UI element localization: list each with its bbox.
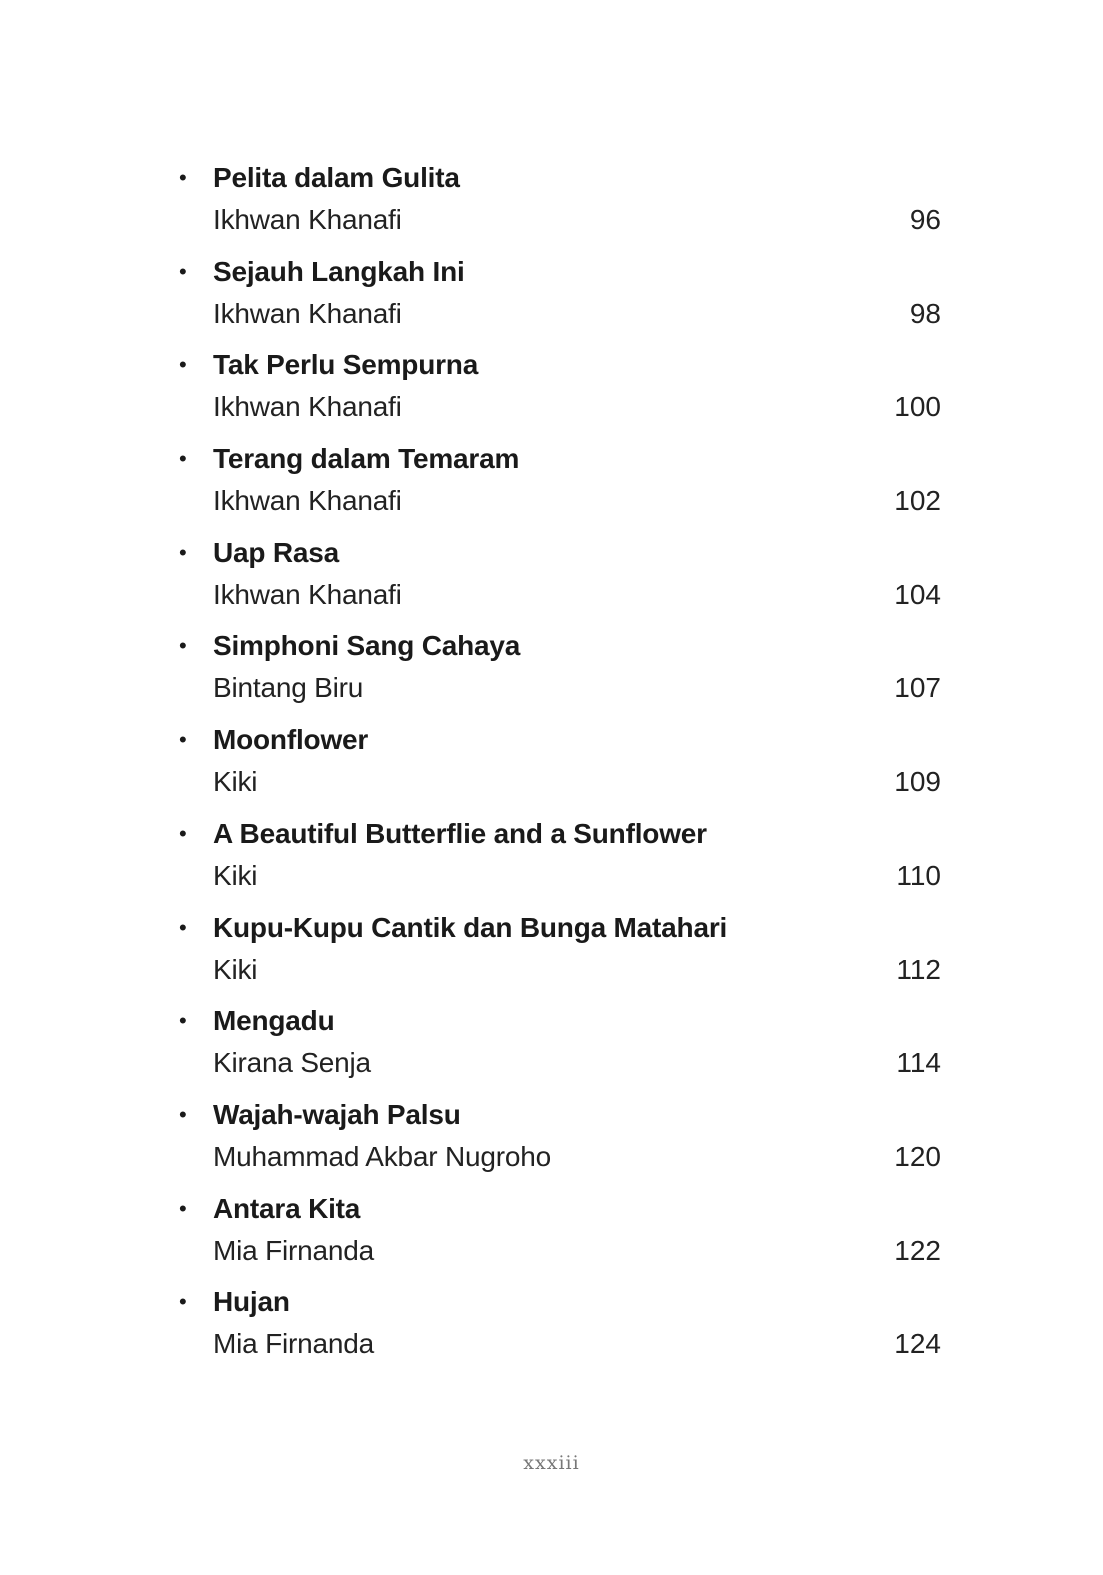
toc-entry bbox=[0, 1185, 1103, 1279]
entry-title: Mengadu bbox=[213, 1005, 335, 1037]
toc-entry bbox=[0, 1091, 1103, 1185]
entry-title: Wajah-wajah Palsu bbox=[213, 1098, 461, 1130]
bullet: • bbox=[179, 446, 187, 472]
bullet: • bbox=[179, 165, 187, 190]
entry-title: Sejauh Langkah Ini bbox=[213, 255, 465, 287]
entry-title: Uap Rasa bbox=[213, 536, 340, 568]
bullet: • bbox=[179, 258, 187, 284]
entry-author: Mia Firnanda bbox=[213, 1234, 375, 1266]
toc-entry bbox=[0, 248, 1103, 342]
entry-page-number: 120 bbox=[894, 1140, 941, 1172]
toc-entry bbox=[0, 904, 1103, 998]
entry-page-number: 104 bbox=[894, 578, 941, 610]
entry-title: A Beautiful Butterflie and a Sunflower bbox=[213, 817, 707, 849]
toc-entry bbox=[0, 435, 1103, 529]
entry-page-number: 109 bbox=[894, 766, 941, 798]
entry-author: Ikhwan Khanafi bbox=[213, 485, 402, 517]
entry-page-number: 107 bbox=[894, 672, 941, 704]
entry-page-number: 112 bbox=[896, 953, 941, 985]
page-folio: xxxiii bbox=[523, 1452, 580, 1474]
entry-page-number: 98 bbox=[909, 297, 941, 329]
entry-title: Tak Perlu Sempurna bbox=[213, 349, 479, 381]
entry-author: Ikhwan Khanafi bbox=[213, 204, 402, 235]
bullet: • bbox=[179, 1101, 187, 1127]
toc-entry bbox=[0, 716, 1103, 810]
toc-entry bbox=[0, 529, 1103, 623]
entry-author: Muhammad Akbar Nugroho bbox=[213, 1140, 551, 1172]
entry-title: Simphoni Sang Cahaya bbox=[213, 630, 521, 662]
entry-page-number: 124 bbox=[894, 1328, 941, 1360]
bullet: • bbox=[179, 352, 187, 378]
entry-author: Kiki bbox=[213, 953, 258, 985]
entry-page-number: 114 bbox=[896, 1047, 941, 1079]
entry-title: Moonflower bbox=[213, 724, 369, 756]
entry-title: Pelita dalam Gulita bbox=[213, 162, 460, 193]
entry-author: Kiki bbox=[213, 766, 258, 798]
entry-title: Hujan bbox=[213, 1286, 290, 1318]
toc-entry bbox=[0, 154, 1103, 248]
bullet: • bbox=[179, 539, 187, 565]
entry-author: Kiki bbox=[213, 859, 258, 891]
entry-page-number: 100 bbox=[894, 391, 941, 423]
entry-author: Ikhwan Khanafi bbox=[213, 578, 402, 610]
toc-entry bbox=[0, 997, 1103, 1091]
bullet: • bbox=[179, 1289, 187, 1315]
entry-page-number: 122 bbox=[894, 1234, 941, 1266]
bullet: • bbox=[179, 727, 187, 753]
toc-entry bbox=[0, 810, 1103, 904]
entry-author: Kirana Senja bbox=[213, 1047, 371, 1079]
toc-entry bbox=[0, 622, 1103, 716]
entry-page-number: 96 bbox=[909, 204, 941, 235]
toc-entry bbox=[0, 341, 1103, 435]
entry-author: Ikhwan Khanafi bbox=[213, 297, 402, 329]
toc-entry bbox=[0, 1278, 1103, 1372]
entry-page-number: 102 bbox=[894, 485, 941, 517]
entry-author: Mia Firnanda bbox=[213, 1328, 375, 1360]
entry-author: Ikhwan Khanafi bbox=[213, 391, 402, 423]
bullet: • bbox=[179, 633, 187, 659]
entry-title: Antara Kita bbox=[213, 1192, 361, 1224]
bullet: • bbox=[179, 1008, 187, 1034]
bullet: • bbox=[179, 820, 187, 846]
entry-title: Terang dalam Temaram bbox=[213, 443, 520, 475]
entry-title: Kupu-Kupu Cantik dan Bunga Matahari bbox=[213, 911, 728, 943]
entry-author: Bintang Biru bbox=[213, 672, 364, 704]
bullet: • bbox=[179, 1195, 187, 1221]
bullet: • bbox=[179, 914, 187, 940]
entry-page-number: 110 bbox=[896, 859, 941, 891]
table-of-contents bbox=[0, 154, 1103, 1372]
